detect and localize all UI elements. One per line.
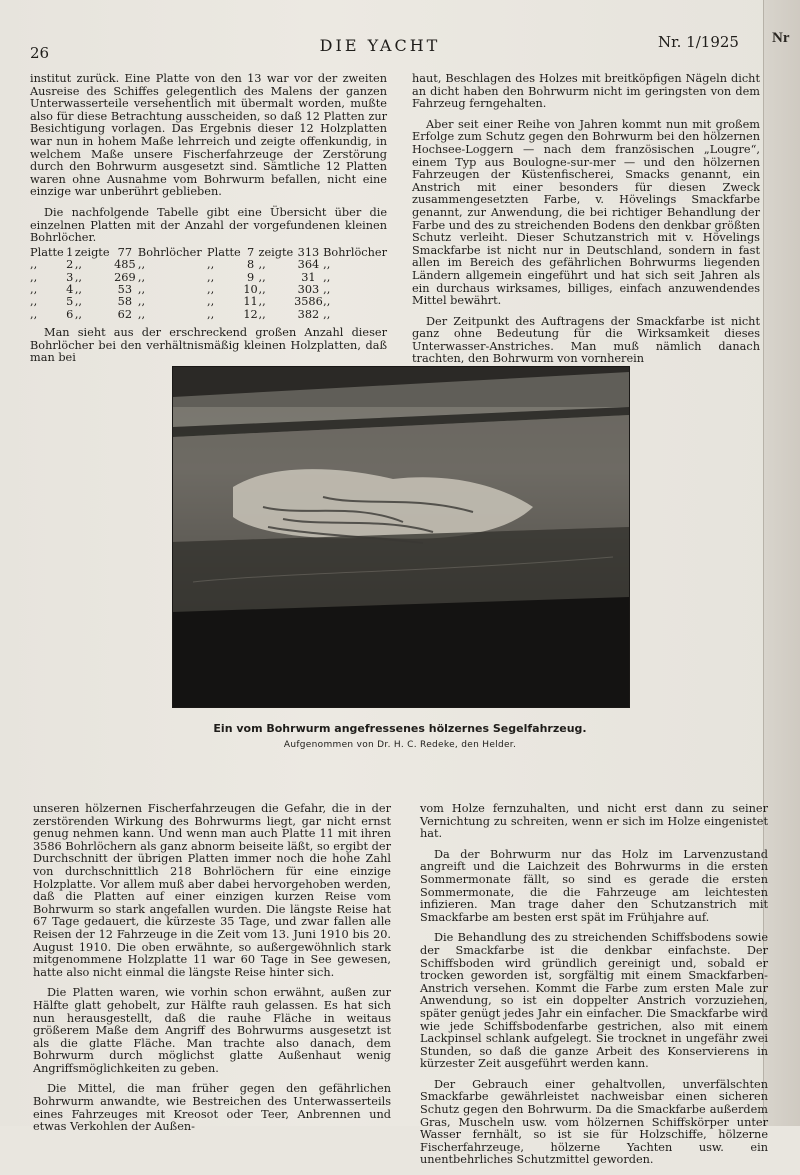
column-bottom-right [420, 803, 768, 1175]
paragraph: vom Holze fernzuhalten, und nicht erst dann zu seiner Vernichtung zu schreiten, wenn er sich im Holze eingenistet hat. [420, 802, 768, 841]
table-cell: ,, [30, 282, 38, 296]
table-cell: ,, [74, 258, 83, 272]
table-cell: ,, [207, 282, 215, 296]
paragraph: Da der Bohrwurm nur das Holz im Larvenzustand angreift und die Laichzeit des Bohrwurms in die ersten Sommermonate fällt, so sind es gerade die ersten Sommermonate, die die Fahrzeuge am leichtesten infizieren. Man trage daher den Schutzanstrich mit Smackfarbe am besten erst spät im Frühjahre auf. [420, 847, 768, 924]
table-cell: 485 [114, 258, 136, 272]
table-cell: Bohrlöcher [137, 245, 202, 259]
table-cell: ,, [137, 258, 146, 272]
table-cell: ,, [258, 258, 266, 272]
table-cell: 11 [243, 295, 258, 309]
paragraph: haut, Beschlagen des Holzes mit breitköpfigen Nägeln dicht an dicht haben den Bohrwurm nicht im geringsten von dem Fahrzeug ferngehalten. [412, 72, 760, 111]
paragraph: Die Platten waren, wie vorhin schon erwähnt, außen zur Hälfte glatt gehobelt, zur Hälfte rauh gelassen. Es hat sich nun herausgestellt, daß die rauhe Fläche in weitaus größerem Maße dem Angriff des Bohrwurms ausgesetzt ist als die glatte Fläche. Man trachte also danach, dem Bohrwurm durch möglichst glatte Außenhaut wenig Angriffsmöglichkeiten zu geben. [33, 986, 391, 1075]
paragraph: Die Mittel, die man früher gegen den gefährlichen Bohrwurm anwandte, wie Bestreichen des Unterwasserteils eines Fahrzeuges mit Kreosot oder Teer, Anbrennen und etwas Verkohlen der Außen- [33, 1082, 391, 1134]
table-cell: zeigte [74, 245, 110, 259]
table-cell: 8 [246, 258, 255, 272]
table-cell: ,, [74, 295, 83, 309]
table-cell: 2 [66, 258, 74, 272]
table-cell: 77 [117, 245, 133, 259]
table-cell: zeigte [258, 245, 294, 259]
table-cell: 4 [66, 282, 74, 296]
table-cell: 31 [301, 270, 316, 284]
table-cell: 9 [246, 270, 255, 284]
table-cell: Platte [30, 245, 64, 259]
table-cell: ,, [258, 270, 266, 284]
table-cell: ,, [258, 295, 266, 309]
photo-illustration [173, 367, 629, 707]
adjacent-page-issue: Nr [772, 30, 790, 46]
table-cell: 313 [297, 245, 320, 259]
paragraph: Der Zeitpunkt des Auftragens der Smackfarbe ist nicht ganz ohne Bedeutung für die Wirksamkeit dieses Unterwasser-Anstriches. Man muß nämlich danach trachten, den Bohrwurm von vornherein [412, 314, 760, 366]
table-row [30, 259, 387, 271]
table-cell: 269 [114, 270, 136, 284]
table-cell: 382 [297, 307, 320, 321]
table-cell: ,, [74, 282, 83, 296]
paragraph: institut zurück. Eine Platte von den 13 war vor der zweiten Ausreise des Schiffes gelegentlich des Malens der ganzen Unterwasserteile versehentlich mit übermalt worden, mußte also für diese Betrachtung ausscheiden, so daß 12 Platten zur Besichtigung vorlagen. Das Ergebnis dieser 12 Holzplatten war nun in hohem Maße lehrreich und zeigte offenkundig, in welchem Maße unsere Fischerfahrzeuge der Zerstörung durch den Bohrwurm ausgesetzt sind. Sämtliche 12 Platten waren ohne Ausnahme vom Bohrwurm befallen, nicht eine einzige war unberührt geblieben. [30, 72, 387, 199]
table-cell: 3 [66, 270, 74, 284]
shipworm-photo [172, 366, 630, 708]
table-cell: ,, [323, 258, 331, 272]
table-cell: Bohrlöcher [323, 245, 387, 259]
table-row [30, 309, 387, 321]
table-cell: 364 [297, 258, 320, 272]
table-cell: 58 [117, 295, 133, 309]
table-cell: ,, [207, 270, 215, 284]
table-cell: ,, [137, 295, 146, 309]
column-bottom-left [33, 803, 391, 1142]
photo-credit: Aufgenommen von Dr. H. C. Redeke, den Helder. [283, 740, 517, 750]
table-cell: 7 [246, 245, 255, 259]
table-cell: 5 [66, 295, 74, 309]
page-number: 26 [30, 44, 50, 62]
table-cell: 53 [117, 282, 133, 296]
running-title: DIE YACHT [319, 36, 441, 55]
table-cell: ,, [74, 270, 83, 284]
table-cell: ,, [137, 282, 146, 296]
table-cell: ,, [258, 282, 266, 296]
table-cell: ,, [30, 295, 38, 309]
table-cell: 1 [66, 245, 74, 259]
table-cell: 12 [243, 307, 258, 321]
column-top-right [412, 73, 760, 374]
table-cell: ,, [207, 258, 215, 272]
table-cell: ,, [137, 307, 146, 321]
column-top-left [30, 73, 387, 373]
table-cell: 62 [117, 307, 133, 321]
table-cell: ,, [323, 295, 331, 309]
table-cell: ,, [207, 307, 215, 321]
paragraph: Die Behandlung des zu streichenden Schiffsbodens sowie der Smackfarbe ist die denkbar einfachste. Der Schiffsboden wird gründlich gereinigt und, sobald er trocken geworden ist, sorgfältig mit einem Smackfarben-Anstrich versehen. Kommt die Farbe zum ersten Male zur Anwendung, so ist ein doppelter Anstrich vorzuziehen, später genügt jedes Jahr ein einfacher. Die Smackfarbe wird wie jede Schiffsbodenfarbe gestrichen, also mit einem Lackpinsel schlank aufgelegt. Sie trocknet in ungefähr zwei Stunden, so daß die ganze Arbeit des Konservierens in kürzester Zeit ausgeführt werden kann. [420, 931, 768, 1071]
table-cell: ,, [30, 270, 38, 284]
paragraph: unseren hölzernen Fischerfahrzeugen die Gefahr, die in der zerstörenden Wirkung des Bohrwurms liegt, gar nicht ernst genug nehmen kann. Und wenn man auch Platte 11 mit ihren 3586 Bohrlöchern als ganz abnorm beiseite läßt, so ergibt der Durchschnitt der übrigen Platten immer noch die hohe Zahl von durchschnittlich 218 Bohrlöchern für eine einzige Holzplatte. Vor allem muß aber dabei hervorgehoben werden, daß die Platten auf einer einzigen kurzen Reise vom Bohrwurm so stark angefallen wurden. Die längste Reise hat 67 Tage gedauert, die kürzeste 35 Tage, und zwar fallen alle Reisen der 12 Fahrzeuge in die Zeit vom 13. Juni 1910 bis 20. August 1910. Die oben erwähnte, so außergewöhnlich stark mitgenommene Holzplatte 11 war 60 Tage in See gewesen, hatte also nicht einmal die längste Reise hinter sich. [33, 802, 391, 979]
table-cell: Platte [207, 245, 241, 259]
bohrloch-table [30, 247, 387, 321]
adjacent-page-edge [763, 0, 800, 1126]
paragraph: Aber seit einer Reihe von Jahren kommt nun mit großem Erfolge zum Schutz gegen den Bohrwurm bei den hölzernen Hochsee-Loggern — nach dem französischen „Lougre“, einem Typ aus Boulogne-sur-mer — und den hölzernen Fahrzeugen der Küstenfischerei, Smacks genannt, ein Anstrich mit einer besonders für diesen Zweck zusammengesetzten Farbe, v. Hövelings Smackfarbe genannt, zur Anwendung, die bei richtiger Behandlung der Farbe und des zu streichenden Bodens den denkbar größten Schutz verleiht. Dieser Schutzanstrich mit v. Hövelings Smackfarbe ist nicht nur in Deutschland, sondern in fast allen im Bereich des gefährlichen Bohrwurms liegenden Ländern allgemein eingeführt und hat sich seit Jahren als ein durchaus wirksames, billiges, einfach anzuwendendes Mittel bewährt. [412, 117, 760, 308]
table-cell: ,, [323, 270, 331, 284]
table-cell: ,, [323, 282, 331, 296]
table-cell: 3586 [294, 295, 323, 309]
table-cell: ,, [74, 307, 83, 321]
table-cell: 6 [66, 307, 74, 321]
paragraph: Der Gebrauch einer gehaltvollen, unverfälschten Smackfarbe gewährleistet nachweisbar einen sicheren Schutz gegen den Bohrwurm. Da die Smackfarbe außerdem Gras, Muscheln usw. vom hölzernen Schiffskörper unter Wasser fernhält, so ist sie für Holzschiffe, hölzerne Fischerfahrzeuge, hölzerne Yachten usw. ein unentbehrliches Schutzmittel geworden. [420, 1077, 768, 1167]
paragraph: Man sieht aus der erschreckend großen Anzahl dieser Bohrlöcher bei den verhältnismäßig kleinen Holzplatten, daß man bei [30, 326, 387, 365]
table-row [30, 296, 387, 308]
issue-number: Nr. 1/1925 [658, 33, 739, 51]
table-cell: ,, [258, 307, 266, 321]
table-cell: ,, [137, 270, 146, 284]
table-cell: ,, [207, 295, 215, 309]
table-cell: ,, [323, 307, 331, 321]
paragraph: Die nachfolgende Tabelle gibt eine Übersicht über die einzelnen Platten mit der Anzahl der vorgefundenen kleinen Bohrlöcher. [30, 205, 387, 245]
photo-caption: Ein vom Bohrwurm angefressenes hölzernes Segelfahrzeug. [213, 722, 587, 735]
table-cell: 303 [297, 282, 320, 296]
table-cell: 10 [243, 282, 258, 296]
table-cell: ,, [30, 258, 38, 272]
table-cell: ,, [30, 307, 38, 321]
